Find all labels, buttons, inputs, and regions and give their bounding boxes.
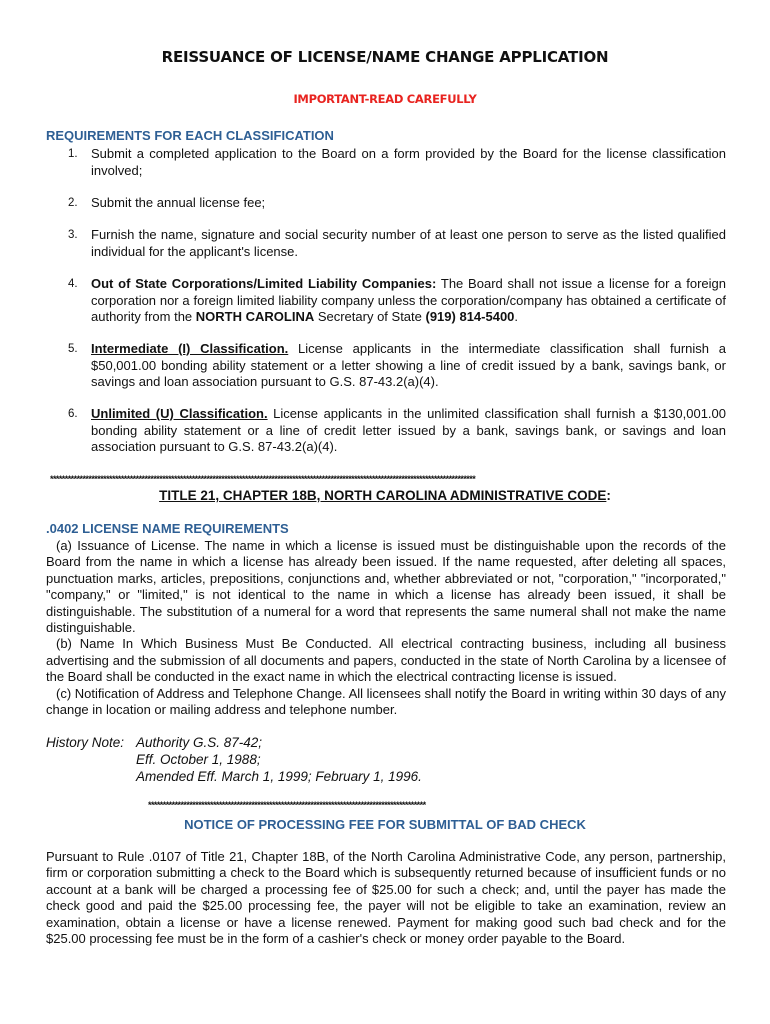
rule-body [46, 538, 726, 718]
history-line: Eff. October 1, 1988; [136, 752, 261, 767]
list-item [64, 406, 726, 456]
notice-heading: NOTICE OF PROCESSING FEE FOR SUBMITTAL OF BAD CHECK [184, 817, 586, 832]
phone-number: (919) 814-5400 [425, 309, 515, 324]
item-text: . [514, 309, 519, 324]
code-title [0, 488, 770, 503]
item-text: Submit a completed application to the Board on a form provided by the Board for the license classification involved; [91, 146, 726, 178]
item-text: License applicants in the intermediate classification shall furnish a $50,001.00 bonding ability statement or a letter showing a line of credit issued by a bank, savings bank, or savings and loan association pursuant to G.S. 87-43.2(a)(4). [91, 341, 726, 389]
requirements-list [64, 146, 726, 456]
list-item [64, 146, 726, 195]
history-line: Authority G.S. 87-42; [136, 735, 263, 750]
item-number: 1. [68, 148, 78, 160]
rule-paragraph-b: (b) Name In Which Business Must Be Conducted. All electrical contracting business, including all business advertising and the submission of all documents and papers, conducted in the state of North Carolina by a licensee of the Board shall be conducted in the exact name in which the electrical contracting license is issued. [46, 636, 726, 685]
rule-heading: .0402 LICENSE NAME REQUIREMENTS [46, 521, 289, 536]
code-title-text: TITLE 21, CHAPTER 18B, NORTH CAROLINA ADMINISTRATIVE CODE [159, 488, 607, 503]
history-note [46, 734, 422, 785]
item-number: 4. [68, 278, 78, 290]
history-line: Amended Eff. March 1, 1999; February 1, 1996. [136, 769, 422, 784]
list-item [64, 227, 726, 276]
item-number: 6. [68, 408, 78, 420]
item-text: Submit the annual license fee; [91, 195, 266, 210]
history-label: History Note: [46, 735, 125, 750]
separator: ************************************************************************************************************************************************ [50, 474, 476, 484]
list-item [64, 195, 726, 227]
rule-paragraph-c: (c) Notification of Address and Telephone Change. All licensees shall notify the Board in writing within 30 days of any change in location or mailing address and telephone number. [46, 685, 726, 718]
separator: ********************************************************************************************** [148, 800, 426, 810]
state-name: NORTH CAROLINA [195, 309, 315, 324]
item-bold-lead: Out of State Corporations/Limited Liability Companies: [91, 276, 437, 291]
requirements-heading: REQUIREMENTS FOR EACH CLASSIFICATION [46, 128, 334, 143]
important-notice: IMPORTANT-READ CAREFULLY [293, 92, 477, 106]
list-item [64, 341, 726, 406]
list-item [64, 276, 726, 341]
notice-body [46, 849, 726, 947]
code-title-suffix: : [606, 488, 611, 503]
page-title: REISSUANCE OF LICENSE/NAME CHANGE APPLICATION [161, 48, 609, 66]
item-number: 3. [68, 229, 78, 241]
rule-paragraph-a: (a) Issuance of License. The name in which a license is issued must be distinguishable upon the records of the Board from the name in which a license has already been issued. If the name requested, after deleting all spaces, punctuation marks, articles, prepositions, conjunctions and, whether abbreviated or not, "corporation," "incorporated," "company," or "limited," is not identical to the name in which a license has already been issued, it shall be distinguishable. The substitution of a numeral for a word that represents the same numeral shall not make the name distinguishable. [46, 538, 726, 636]
item-bold-lead: Unlimited (U) Classification. [91, 406, 268, 421]
item-text: License applicants in the unlimited classification shall furnish a $130,001.00 bonding ability statement or a line of credit letter issued by a bank, savings bank, or savings and loan association pursuant to G.S. 87-43.2(a)(4). [91, 406, 727, 454]
item-text: Secretary of State [314, 309, 426, 324]
item-text: The Board shall not issue a license for a foreign corporation nor a foreign limited liability company unless the corporation/company has obtained a certificate of authority from the [91, 276, 727, 324]
notice-paragraph: Pursuant to Rule .0107 of Title 21, Chapter 18B, of the North Carolina Administrative Code, any person, partnership, firm or corporation submitting a check to the Board which is subsequently returned because of insufficient funds or no account at a bank will be charged a processing fee of $25.00 for such a check; and, until the payer has made the check good and paid the $25.00 processing fee, the payer will not be eligible to take an examination, review an examination, obtain a license or have a license renewed. Payment for making good such bad check and for the $25.00 processing fee must be in the form of a cashier's check or money order payable to the Board. [46, 849, 726, 947]
item-text: Furnish the name, signature and social security number of at least one person to serve as the listed qualified individual for the applicant's license. [91, 227, 726, 259]
item-number: 5. [68, 343, 78, 355]
item-bold-lead: Intermediate (I) Classification. [91, 341, 289, 356]
item-number: 2. [68, 197, 78, 209]
